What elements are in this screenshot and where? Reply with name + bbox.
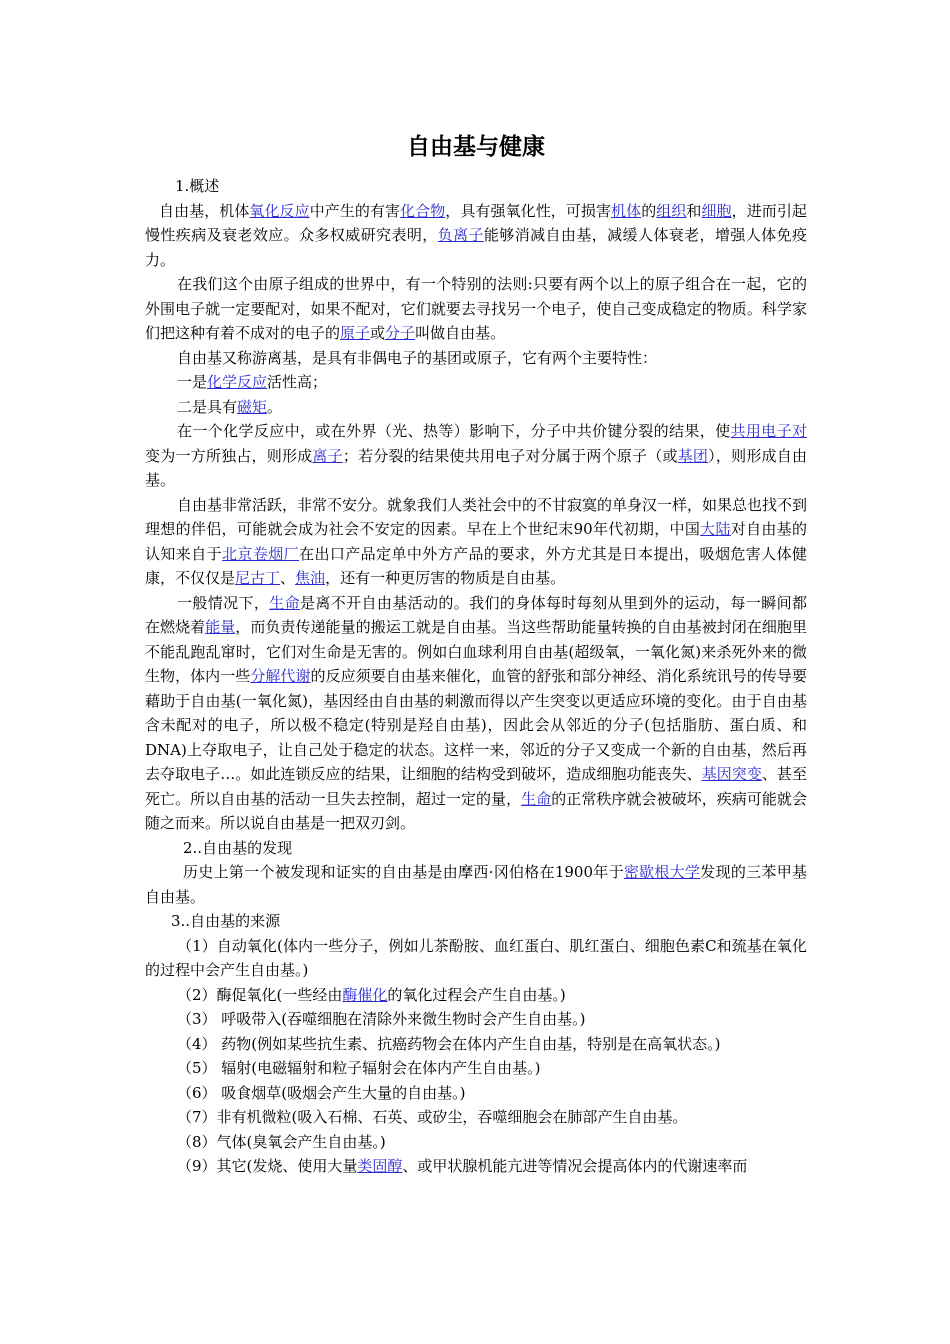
term-link[interactable]: 化合物 — [400, 201, 446, 220]
document-page — [145, 128, 807, 1179]
text-run: 能够消减自由基，减缓人体衰老，增强人体免疫力。 — [145, 226, 807, 269]
text-run: 变为一方所独占，则形成 — [145, 446, 313, 465]
term-link[interactable]: 生命 — [269, 593, 300, 612]
paragraph — [145, 346, 807, 371]
list-item — [145, 1032, 807, 1057]
term-link[interactable]: 共用电子对 — [730, 422, 807, 440]
term-link[interactable]: 负离子 — [437, 226, 484, 244]
text-run: ，进而引起慢性疾病及衰老效应。众多权威研究表明， — [145, 201, 807, 244]
term-link[interactable]: 基团 — [677, 446, 709, 465]
list-item — [145, 934, 807, 983]
term-link[interactable]: 尼古丁 — [235, 569, 281, 587]
text-run: 自由基非常活跃，非常不安分。就象我们人类社会中的不甘寂寞的单身汉一样，如果总也找不到理想的伴侣，可能就会成为社会不安定的因素。早在上个世纪末90年代初期，中国 — [145, 495, 808, 538]
text-run: 一是 — [177, 373, 208, 391]
document-title: 自由基与健康 — [407, 133, 545, 160]
text-run: 一般情况下， — [177, 593, 270, 612]
text-run: 或 — [370, 324, 386, 342]
term-link[interactable]: 磁矩 — [237, 397, 268, 416]
text-run: 在一个化学反应中，或在外界（光、热等）影响下，分子中共价键分裂的结果，使 — [177, 422, 731, 440]
text-run: （2）酶促氧化(一些经由 — [177, 985, 343, 1004]
paragraph — [145, 493, 807, 591]
list-item — [145, 1130, 807, 1155]
paragraph — [145, 370, 807, 395]
text-run: 活性高； — [267, 373, 328, 391]
list-item — [145, 1154, 807, 1179]
text-run: 中产生的有害 — [309, 201, 401, 220]
text-run: 历史上第一个被发现和证实的自由基是由摩西·冈伯格在1900年于 — [183, 863, 624, 881]
text-run: 的氧化过程会产生自由基。) — [387, 985, 566, 1004]
text-run: ；若分裂的结果使共用电子对分属于两个原子（或 — [342, 446, 678, 465]
term-link[interactable]: 离子 — [312, 446, 343, 465]
term-link[interactable]: 分子 — [385, 324, 416, 342]
term-link[interactable]: 酶催化 — [342, 985, 388, 1004]
text-run: 二是具有 — [177, 397, 238, 416]
paragraph — [145, 591, 807, 836]
term-link[interactable]: 生命 — [521, 789, 552, 808]
text-run: 在出口产品定单中外方产品的要求，外方尤其是日本提出，吸烟危害人体健康，不仅仅是 — [145, 544, 807, 587]
text-run: 是离不开自由基活动的。我们的身体每时每刻从里到外的运动，每一瞬间都在燃烧着 — [145, 593, 807, 636]
text-run: （3） 呼吸带入(吞噬细胞在清除外来微生物时会产生自由基。) — [177, 1010, 586, 1028]
term-link[interactable]: 机体 — [611, 201, 642, 220]
paragraph — [145, 860, 807, 909]
list-item — [145, 1056, 807, 1081]
term-link[interactable]: 原子 — [340, 324, 371, 342]
term-link[interactable]: 大陆 — [700, 520, 731, 538]
paragraph — [145, 395, 807, 420]
text-run: 自由基，机体 — [159, 201, 250, 220]
text-run: 发现的三苯甲基自由基。 — [145, 863, 807, 906]
text-run: 、或甲状腺机能亢进等情况会提高体内的代谢速率而 — [402, 1157, 748, 1175]
text-run: ），则形成自由基。 — [145, 446, 807, 489]
paragraph — [145, 419, 807, 493]
term-link[interactable]: 能量 — [205, 618, 236, 636]
text-run: （1）自动氧化(体内一些分子，例如儿茶酚胺、血红蛋白、肌红蛋白、细胞色素C和巯基在氧化的过程中会产生自由基。) — [145, 936, 807, 979]
list-item — [145, 983, 807, 1008]
paragraph — [145, 272, 807, 346]
term-link[interactable]: 组织 — [656, 201, 687, 220]
term-link[interactable]: 北京卷烟厂 — [222, 544, 300, 563]
text-run: 和 — [686, 201, 702, 220]
section-heading-discovery: 2..自由基的发现 — [183, 838, 293, 857]
text-run: （7）非有机微粒(吸入石棉、石英、或矽尘，吞噬细胞会在肺部产生自由基。 — [177, 1108, 688, 1126]
term-link[interactable]: 焦油 — [295, 569, 326, 587]
term-link[interactable]: 分解代谢 — [250, 667, 311, 685]
term-link[interactable]: 密歇根大学 — [623, 863, 701, 881]
text-run: （8）气体(臭氧会产生自由基。) — [177, 1132, 386, 1151]
paragraph — [145, 199, 807, 273]
text-run: 叫做自由基。 — [415, 324, 506, 342]
text-run: 的正常秩序就会被破坏，疾病可能就会随之而来。所以说自由基是一把双刃剑。 — [145, 789, 807, 832]
text-run: 在我们这个由原子组成的世界中，有一个特别的法则:只要有两个以上的原子组合在一起，它的外围电子就一定要配对，如果不配对，它们就要去寻找另一个电子，使自己变成稳定的物质。科学家们把这种有着不成对的电子的 — [145, 275, 807, 342]
text-run: 。 — [267, 397, 283, 416]
text-run: 的反应须要自由基来催化，血管的舒张和部分神经、消化系统讯号的传导要藉助于自由基(一氧化氮)，基因经由自由基的刺激而得以产生突变以更适应环境的变化。由于自由基含未配对的电子，所以极不稳定(特别是羟自由基)，因此会从邻近的分子(包括脂肪、蛋白质、和DNA)上夺取电子，让自己处于稳定的状态。这样一来，邻近的分子又变成一个新的自由基，然后再去夺取电子…。如此连锁反应的结果，让细胞的结构受到破坏，造成细胞功能丧失、 — [145, 667, 807, 783]
text-run: ，而负责传递能量的搬运工就是自由基。当这些帮助能量转换的自由基被封闭在细胞里不能乱跑乱窜时，它们对生命是无害的。例如白血球利用自由基(超级氧，一氧化氮)来杀死外来的微生物，体内一些 — [145, 618, 807, 685]
term-link[interactable]: 细胞 — [701, 201, 732, 220]
text-run: 、甚至死亡。所以自由基的活动一旦失去控制，超过一定的量， — [145, 765, 807, 808]
list-item — [145, 1105, 807, 1130]
term-link[interactable]: 化学反应 — [207, 373, 268, 391]
list-item — [145, 1081, 807, 1106]
term-link[interactable]: 氧化反应 — [249, 201, 310, 220]
text-run: 、 — [280, 569, 296, 587]
text-run: （9）其它(发烧、使用大量 — [177, 1157, 358, 1175]
text-run: （6） 吸食烟草(吸烟会产生大量的自由基。) — [177, 1083, 466, 1102]
section-heading-overview: 1.概述 — [175, 177, 220, 195]
text-run: 对自由基的认知来自于 — [145, 520, 807, 563]
term-link[interactable]: 基因突变 — [701, 765, 762, 783]
text-run: 的 — [641, 201, 657, 220]
list-item — [145, 1007, 807, 1032]
text-run: ，具有强氧化性，可损害 — [445, 201, 612, 220]
text-run: （5） 辐射(电磁辐射和粒子辐射会在体内产生自由基。) — [177, 1059, 541, 1077]
term-link[interactable]: 类固醇 — [357, 1157, 403, 1175]
text-run: （4） 药物(例如某些抗生素、抗癌药物会在体内产生自由基，特别是在高氧状态。) — [177, 1034, 721, 1053]
section-heading-sources: 3..自由基的来源 — [171, 912, 281, 930]
text-run: ，还有一种更厉害的物质是自由基。 — [325, 569, 566, 587]
text-run: 自由基又称游离基，是具有非偶电子的基团或原子，它有两个主要特性： — [177, 348, 658, 367]
